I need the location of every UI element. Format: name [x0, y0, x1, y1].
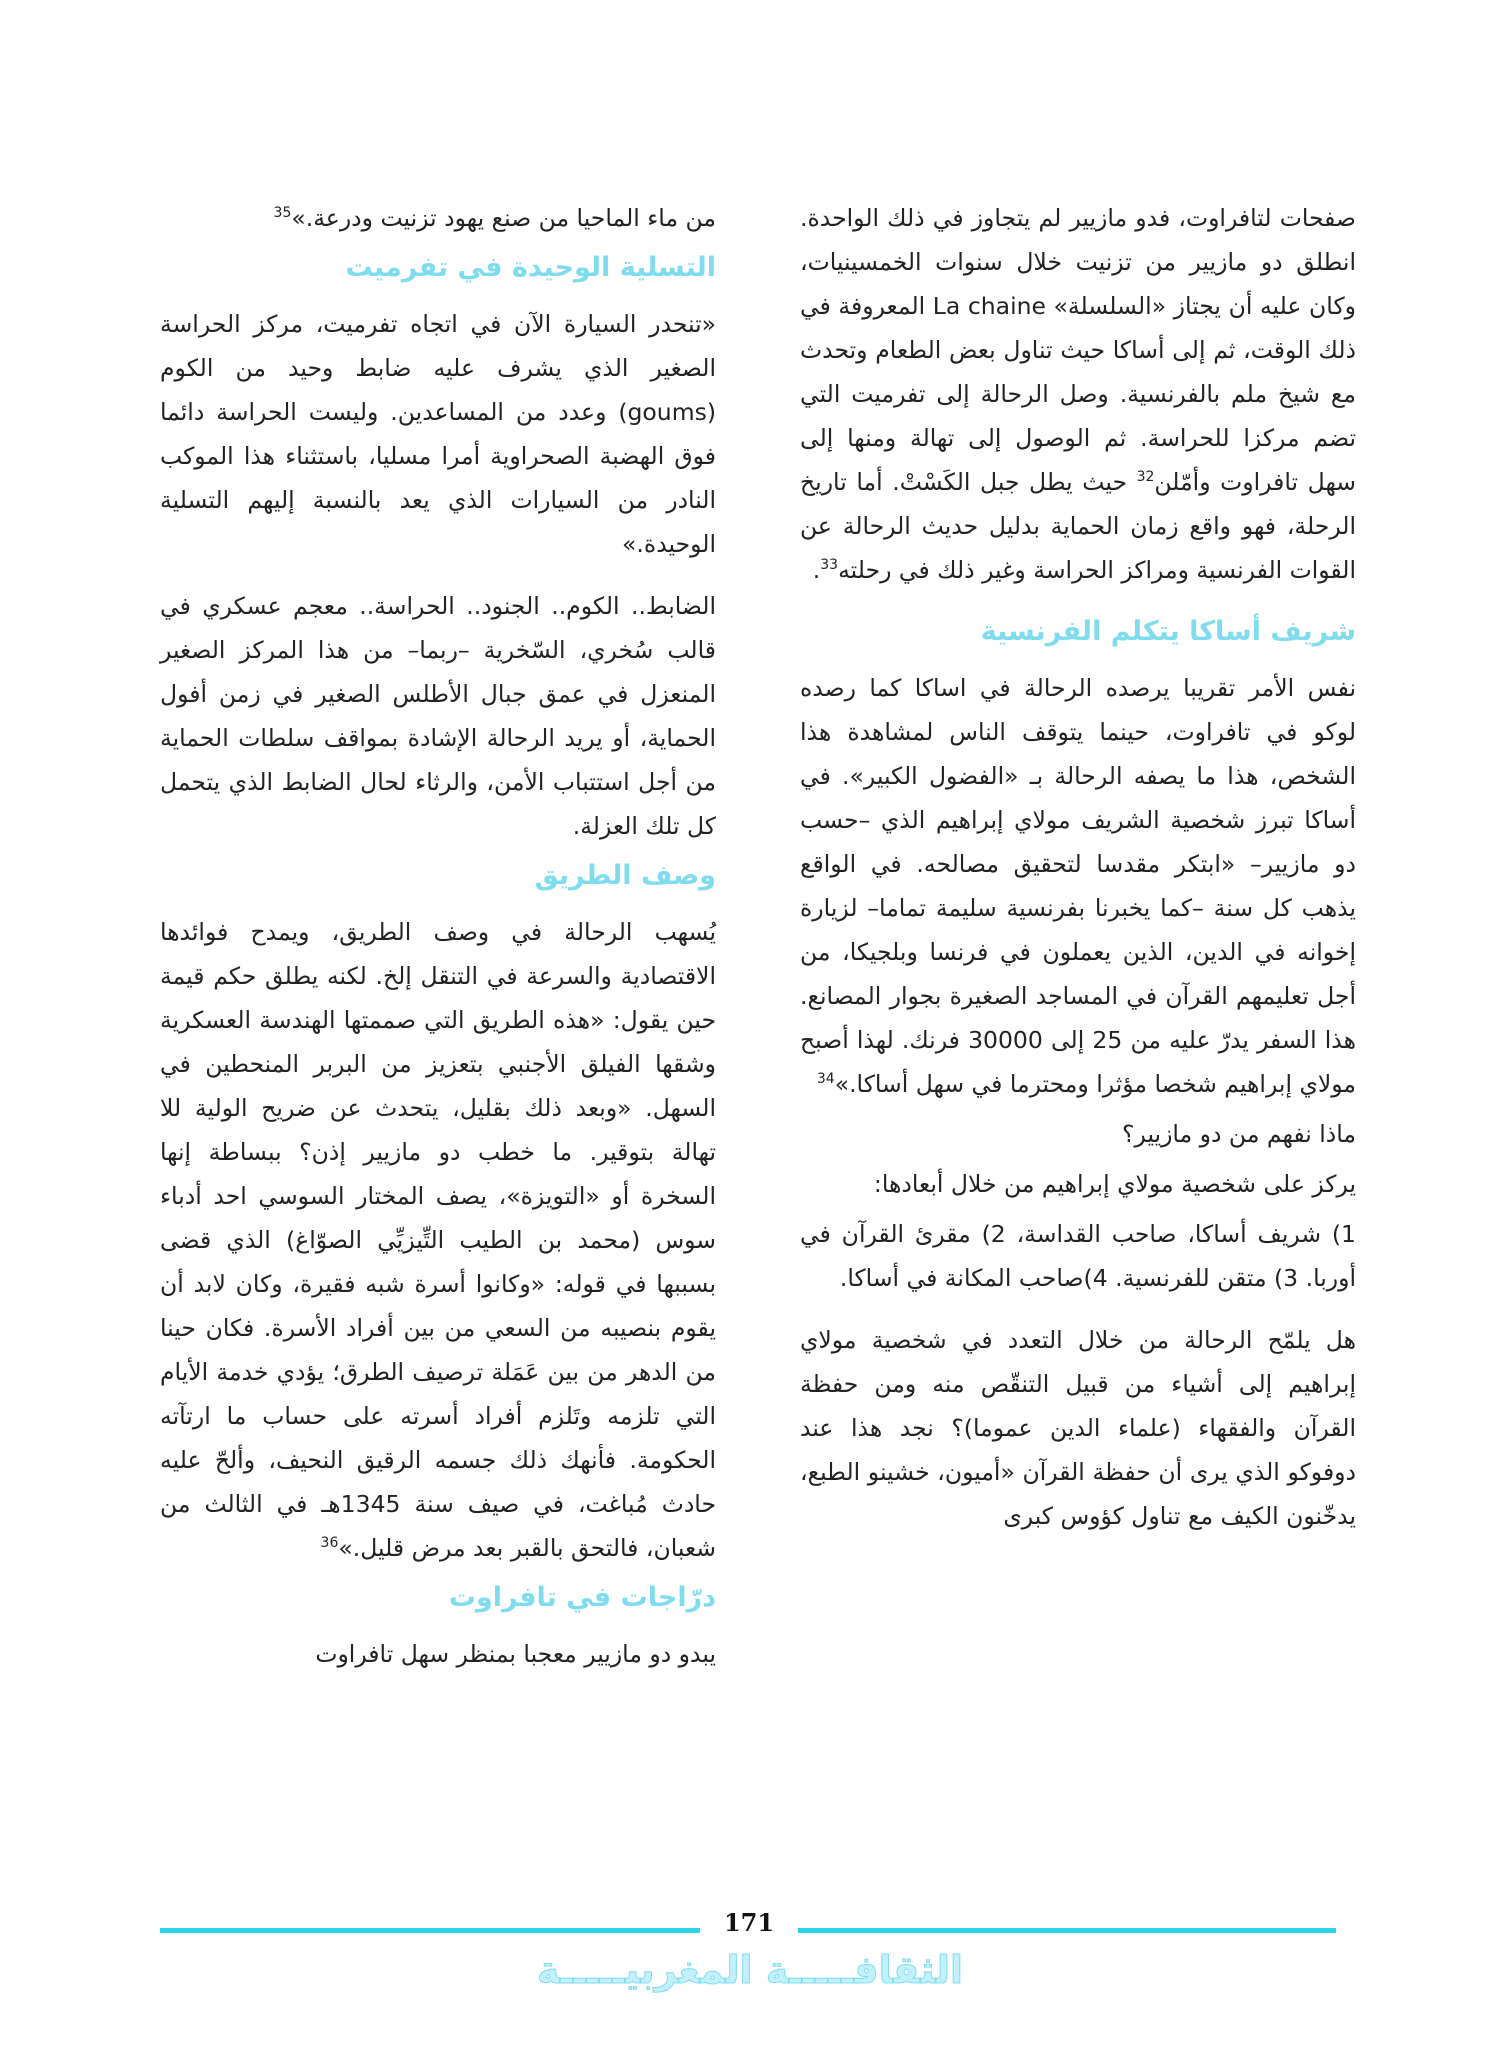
section-heading: وصف الطريق — [534, 860, 716, 891]
paragraph: من ماء الماحيا من صنع يهود تزنيت ودرعة.»$^{35}$ — [273, 204, 716, 232]
footnote-ref: 33 — [820, 557, 839, 574]
section-heading: شريف أساكا يتكلم الفرنسية — [980, 616, 1356, 647]
paragraph: صفحات لتافراوت، فدو مازيير لم يتجاوز في ذلك الواحدة. انطلق دو مازيير من تزنيت خلال سنوات الخمسينيات، وكان عليه أن يجتاز «السلسلة» La chaine المعروفة في ذلك الوقت، ثم إلى أساكا حيث تناول بعض الطعام وتحدث مع شيخ ملم بالفرنسية. وصل الرحالة إلى تفرميت التي تضم مركزا للحراسة. ثم الوصول إلى تهالة ومنها إلى سهل تافراوت وأمّلن$^{32}$ حيث يطل جبل الكَسْتْ. أما تاريخ الرحلة، فهو واقع زمان الحماية بدليل حديث الرحالة عن القوات الفرنسية ومراكز الحراسة وغير ذلك في رحلته$^{33}$. — [800, 204, 1356, 584]
paragraph: نفس الأمر تقريبا يرصده الرحالة في اساكا كما رصده لوكو في تافراوت، حينما يتوقف الناس لمشاهدة هذا الشخص، هذا ما يصفه الرحالة بـ «الفضول الكبير». في أساكا تبرز شخصية الشريف مولاي إبراهيم الذي –حسب دو مازيير– «ابتكر مقدسا لتحقيق مصالحه. في الواقع يذهب كل سنة –كما يخبرنا بفرنسية سليمة تماما– لزيارة إخوانه في الدين، الذين يعملون في فرنسا وبلجيكا، من أجل تعليمهم القرآن في المساجد الصغيرة بجوار المصانع. هذا السفر يدرّ عليه من 25 إلى 30000 فرنك. لهذا أصبح مولاي إبراهيم شخصا مؤثرا ومحترما في سهل أساكا.»$^{34}$ — [800, 674, 1357, 1098]
footnote-ref: 35 — [273, 205, 292, 222]
paragraph: ماذا نفهم من دو مازيير؟ — [1122, 1120, 1356, 1148]
footnote-ref: 32 — [1136, 469, 1155, 486]
section-heading: درّاجات في تافراوت — [448, 1582, 716, 1613]
paragraph: 1) شريف أساكا، صاحب القداسة، 2) مقرئ القرآن في أوربا. 3) متقن للفرنسية. 4)صاحب المكانة في أساكا. — [800, 1220, 1356, 1292]
paragraph: يبدو دو مازيير معجبا بمنظر سهل تافراوت — [315, 1640, 716, 1668]
right-column — [800, 196, 1356, 1556]
footer-rule-left — [160, 1928, 700, 1933]
left-column — [160, 196, 716, 1694]
section-heading: التسلية الوحيدة في تفرميت — [345, 252, 716, 283]
paragraph: «تنحدر السيارة الآن في اتجاه تفرميت، مركز الحراسة الصغير الذي يشرف عليه ضابط وحيد من الكوم (goums) وعدد من المساعدين. وليست الحراسة دائما فوق الهضبة الصحراوية أمرا مسليا، باستثناء هذا الموكب النادر من السيارات الذي يعد بالنسبة إليهم التسلية الوحيدة.» — [160, 310, 716, 558]
paragraph: هل يلمّح الرحالة من خلال التعدد في شخصية مولاي إبراهيم إلى أشياء من قبيل التنقّص منه ومن حفظة القرآن والفقهاء (علماء الدين عموما)؟ نجد هذا عند دوفوكو الذي يرى أن حفظة القرآن «أميون، خشينو الطبع، يدخّنون الكيف مع تناول كؤوس كبرى — [800, 1326, 1356, 1530]
paragraph: الضابط.. الكوم.. الجنود.. الحراسة.. معجم عسكري في قالب سُخري، السّخرية –ربما– من هذا المركز الصغير المنعزل في عمق جبال الأطلس الصغير في زمن أفول الحماية، أو يريد الرحالة الإشادة بمواقف سلطات الحماية من أجل استتباب الأمن، والرثاء لحال الضابط الذي يتحمل كل تلك العزلة. — [160, 592, 716, 840]
footnote-ref: 34 — [816, 1071, 835, 1088]
footnote-ref: 36 — [320, 1535, 339, 1552]
footer-rule-right — [798, 1928, 1336, 1933]
magazine-title: الثقافـــــة المغربيـــــة — [536, 1948, 964, 1992]
paragraph: يُسهب الرحالة في وصف الطريق، ويمدح فوائدها الاقتصادية والسرعة في التنقل إلخ. لكنه يطلق حكم قيمة حين يقول: «هذه الطريق التي صممتها الهندسة العسكرية وشقها الفيلق الأجنبي بتعزيز من البربر المنحطين في السهل. «وبعد ذلك بقليل، يتحدث عن ضريح الولية للا تهالة بتوقير. ما خطب دو مازيير إذن؟ ببساطة إنها السخرة أو «التويزة»، يصف المختار السوسي احد أدباء سوس (محمد بن الطيب التِّيزيِّي الصوّاغ) الذي قضى بسببها في قوله: «وكانوا أسرة شبه فقيرة، وكان لابد أن يقوم بنصيبه من السعي من بين أفراد الأسرة. فكان حينا من الدهر من بين عَمَلة ترصيف الطرق؛ يؤدي خدمة الأيام التي تلزمه وتَلزم أفراد أسرته على حساب ما ارتآته الحكومة. فأنهك ذلك جسمه الرقيق النحيف، وألحّ عليه حادث مُباغت، في صيف سنة 1345هـ في الثالث من شعبان، فالتحق بالقبر بعد مرض قليل.»$^{36}$ — [160, 918, 716, 1562]
page-number: 171 — [723, 1908, 775, 1937]
paragraph: يركز على شخصية مولاي إبراهيم من خلال أبعادها: — [873, 1170, 1356, 1198]
